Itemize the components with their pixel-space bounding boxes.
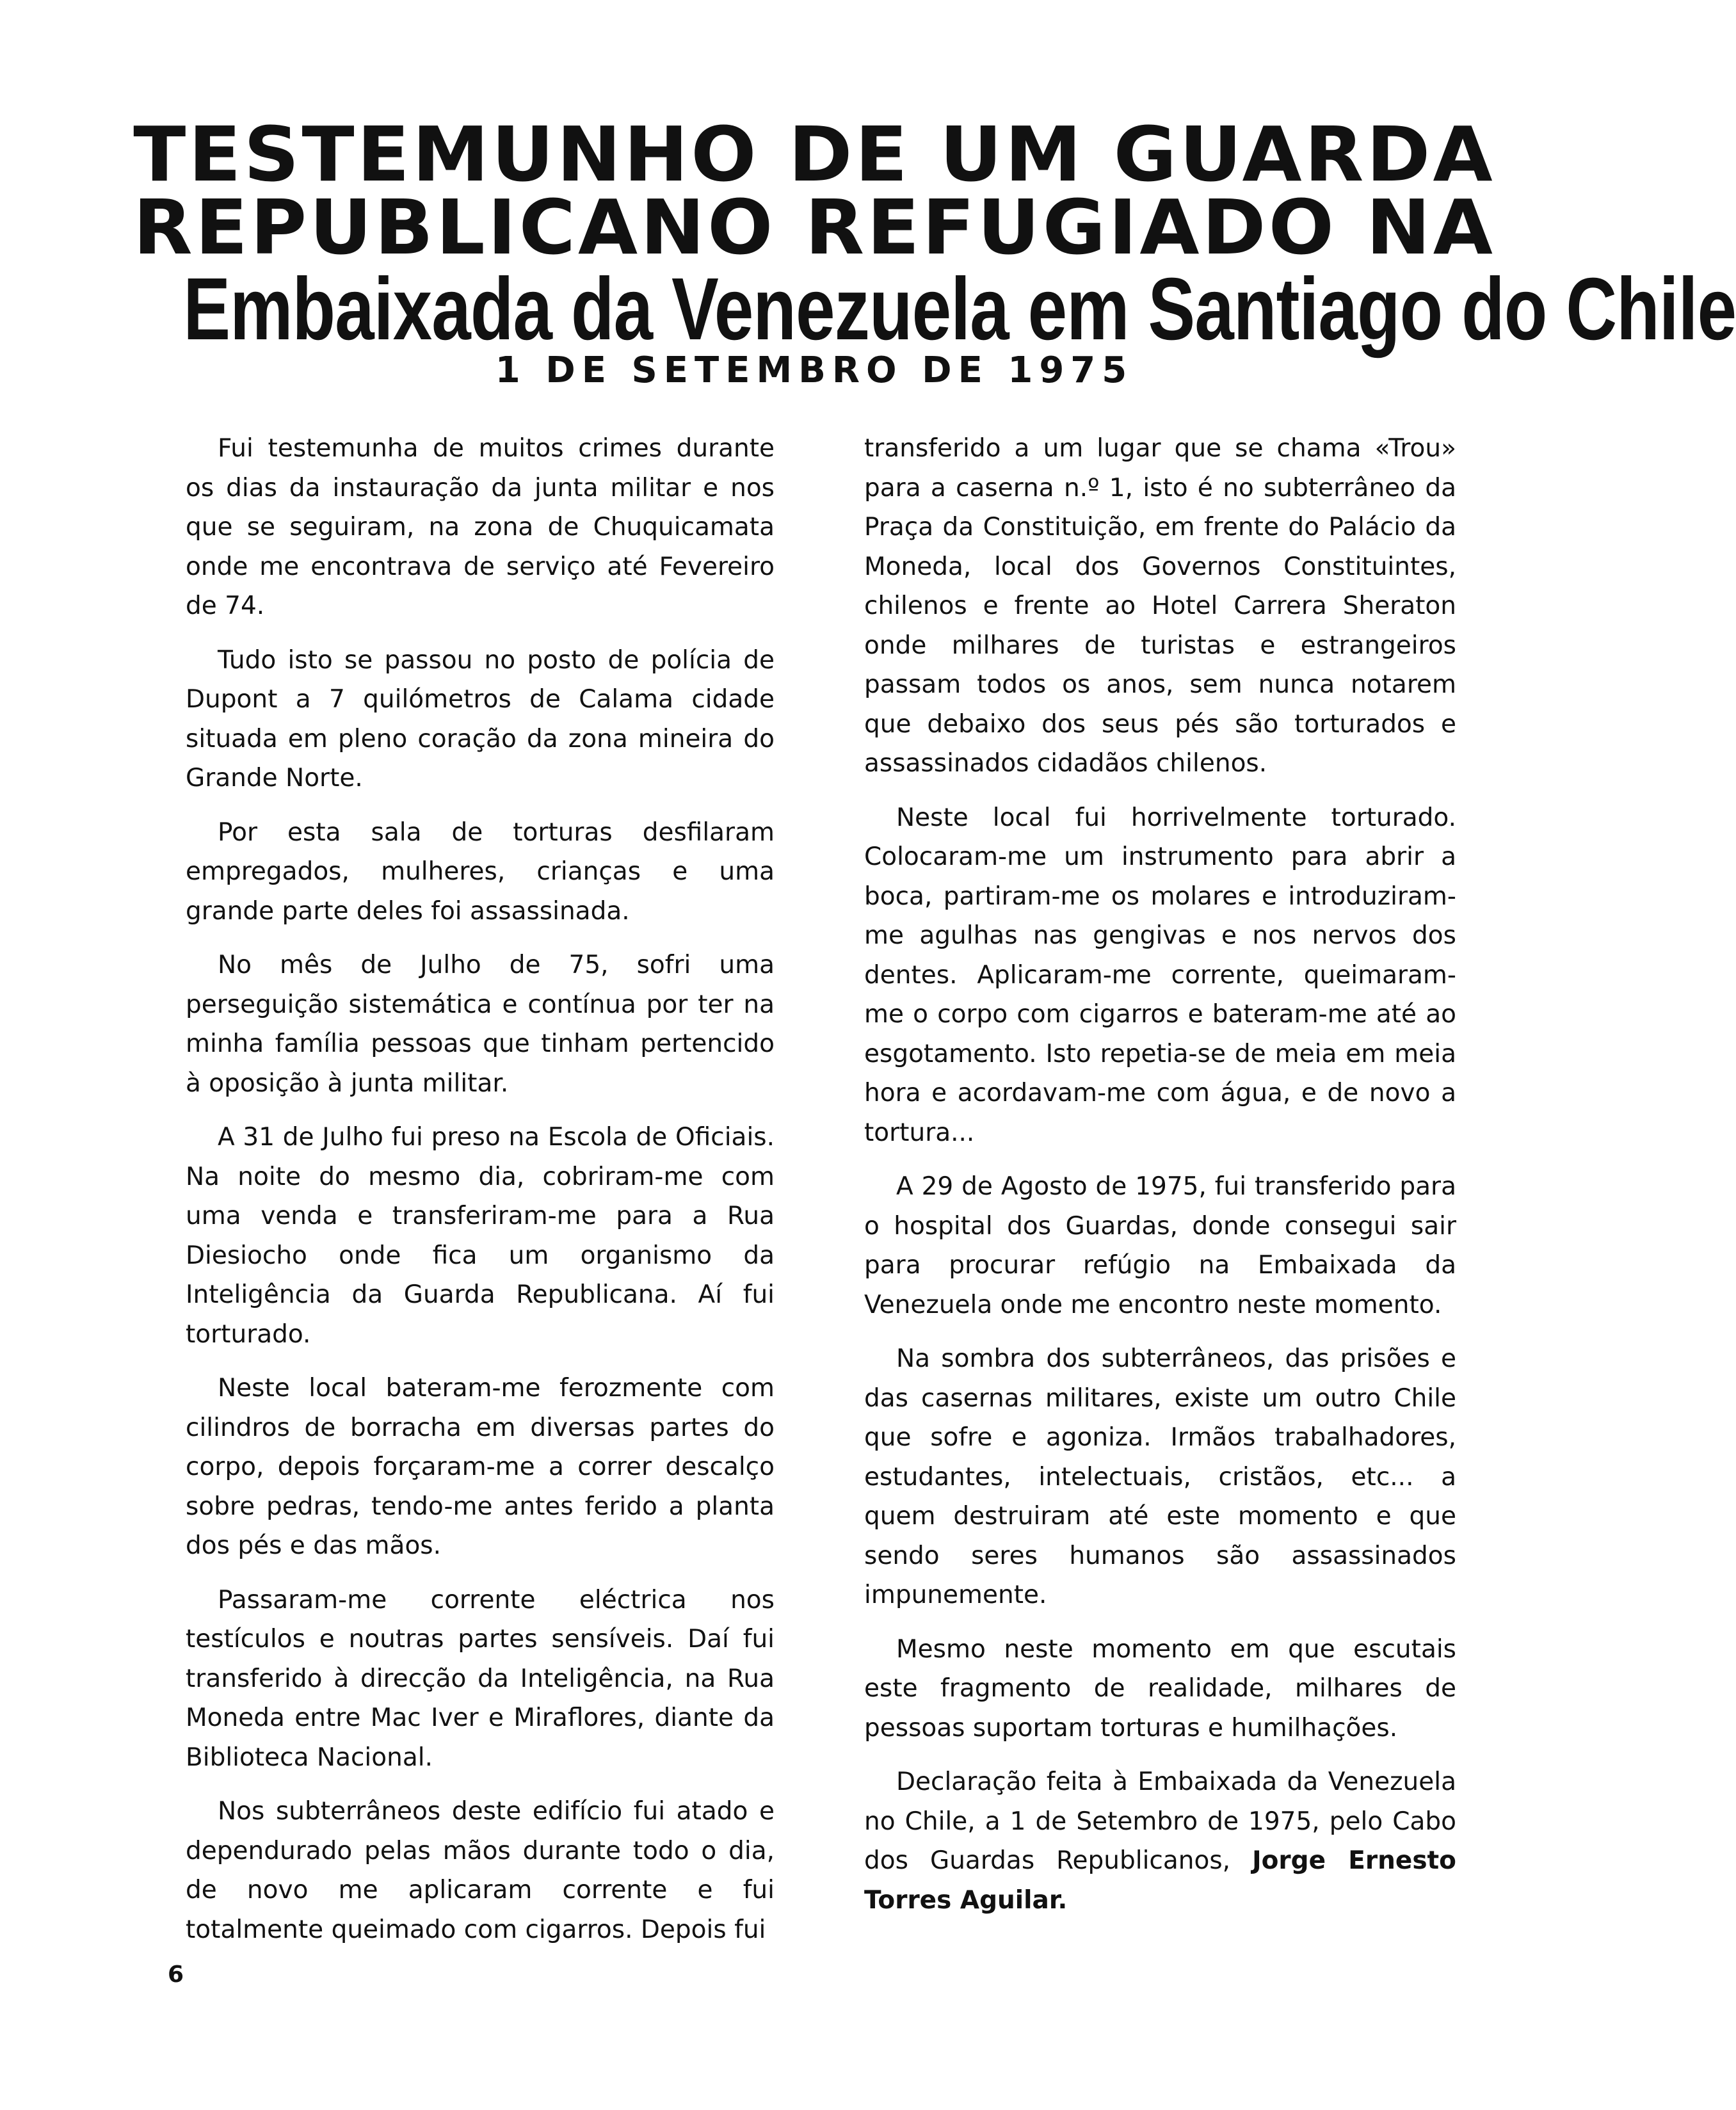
paragraph: Tudo isto se passou no posto de polícia de Dupont a 7 quilómetros de Calama cidade situada em pleno coração da zona mineira do Grande Norte. <box>186 645 775 793</box>
paragraph: Passaram-me corrente eléctrica nos testículos e noutras partes sensíveis. Daí fui transferido à direcção da Inteligência, na Rua Moneda entre Mac Iver e Miraflores, diante da Biblioteca Nacional. <box>186 1585 775 1772</box>
paragraph: Por esta sala de torturas desfilaram empregados, mulheres, crianças e uma grande parte deles foi assassinada. <box>186 817 775 926</box>
paragraph: Mesmo neste momento em que escutais este fragmento de realidade, milhares de pessoas suportam torturas e humilhações. <box>864 1634 1456 1743</box>
paragraph: A 29 de Agosto de 1975, fui transferido para o hospital dos Guardas, donde consegui sair para procurar refúgio na Embaixada da Venezuela onde me encontro neste momento. <box>864 1172 1456 1319</box>
declaration-text: Declaração feita à Embaixada da Venezuela no Chile, a 1 de Setembro de 1975, pelo Cabo dos Guardas Republicanos, <box>864 1768 1456 1875</box>
title-line-2: REPUBLICANO REFUGIADO NA <box>133 183 1496 271</box>
page-number: 6 <box>168 1961 184 1988</box>
paragraph: transferido a um lugar que se chama «Trou» para a caserna n.º 1, isto é no subterrâneo da Praça da Constituição, em frente do Palácio da Moneda, local dos Governos Constituintes, chilenos e frente ao Hotel Carrera Sheraton onde milhares de turistas e estrangeiros passam todos os anos, sem nunca notarem que debaixo dos seus pés são torturados e assassinados cidadãos chilenos. <box>864 434 1456 778</box>
paragraph: Neste local fui horrivelmente torturado. Colocaram-me um instrumento para abrir a boca, partiram-me os molares e introduziram-me agulhas nas gengivas e nos nervos dos dentes. Aplicaram-me corrente, queimaram-me o corpo com cigarros e bateram-me até ao esgotamento. Isto repetia-se de meia em meia hora e acordavam-me com água, e de novo a tortura... <box>864 803 1456 1147</box>
paragraph: A 31 de Julho fui preso na Escola de Oficiais. Na noite do mesmo dia, cobriram-me com uma venda e transferiram-me para a Rua Diesiocho onde fica um organismo da Inteligência da Guarda Republicana. Aí fui torturado. <box>186 1123 775 1349</box>
right-column <box>864 429 1456 1935</box>
date-line: 1 DE SETEMBRO DE 1975 <box>495 350 1134 391</box>
paragraph: Na sombra dos subterrâneos, das prisões e das casernas militares, existe um outro Chile que sofre e agoniza. Irmãos trabalhadores, estudantes, intelectuais, cristãos, etc... a quem destruiram até este momento e que sendo seres humanos são assassinados impunemente. <box>864 1344 1456 1609</box>
paragraph: Nos subterrâneos deste edifício fui atado e dependurado pelas mãos durante todo o dia, de novo me aplicaram corrente e fui totalmente queimado com cigarros. Depois fui <box>186 1797 775 1944</box>
paragraph: No mês de Julho de 75, sofri uma perseguição sistemática e contínua por ter na minha família pessoas que tinham pertencido à oposição à junta militar. <box>186 951 775 1098</box>
paragraph: Fui testemunha de muitos crimes durante os dias da instauração da junta militar e nos que se seguiram, na zona de Chuquicamata onde me encontrava de serviço até Fevereiro de 74. <box>186 434 775 620</box>
signatory-name: Jorge Ernesto Torres Aguilar. <box>864 1846 1456 1915</box>
left-column <box>186 429 775 1964</box>
title-line-1: TESTEMUNHO DE UM GUARDA <box>133 110 1495 198</box>
title-line-3: Embaixada da Venezuela em Santiago do Chile <box>183 260 1736 358</box>
paragraph: Neste local bateram-me ferozmente com cilindros de borracha em diversas partes do corpo, depois forçaram-me a correr descalço sobre pedras, tendo-me antes ferido a planta dos pés e das mãos. <box>186 1374 775 1560</box>
declaration-paragraph <box>864 1762 1456 1920</box>
